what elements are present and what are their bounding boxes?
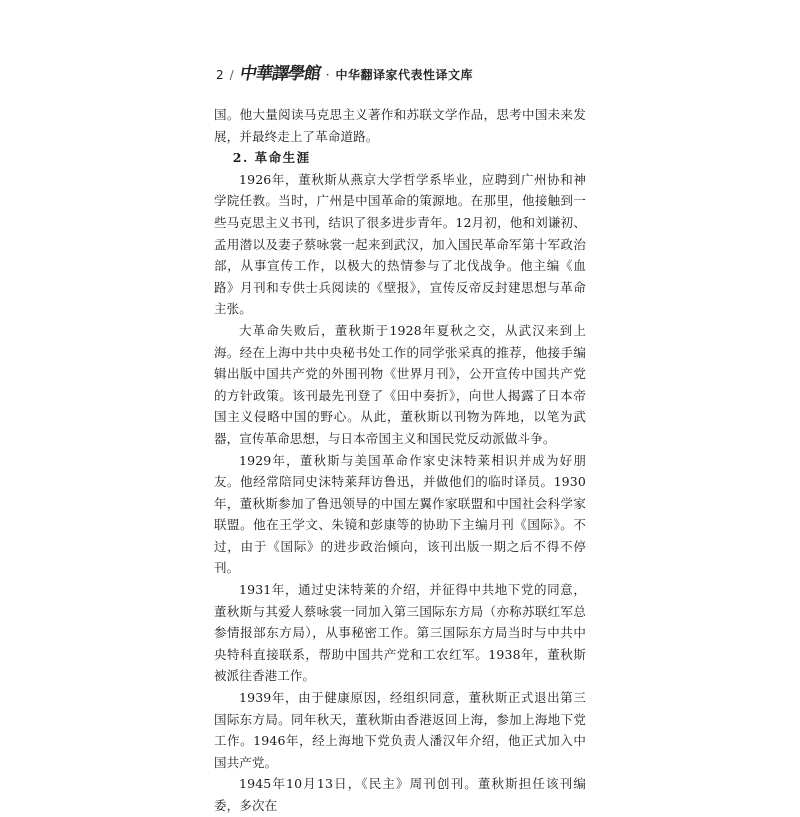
body-text [214,104,586,817]
publisher-logo: 中華譯學館 [237,64,322,84]
page-number: 2 [216,68,224,82]
paragraph: 1931年，通过史沫特莱的介绍，并征得中共地下党的同意，董秋斯与其爱人蔡咏裳一同加入第三国际东方局（亦称苏联红军总参情报部东方局），从事秘密工作。第三国际东方局当时与中共中央特科直接联系，帮助中国共产党和工农红军。1938年，董秋斯被派往香港工作。 [214,582,587,684]
section-heading: 2. 革命生涯 [232,150,311,166]
paragraph: 1929年，董秋斯与美国革命作家史沫特莱相识并成为好朋友。他经常陪同史沫特莱拜访鲁迅，并做他们的临时译员。1930年，董秋斯参加了鲁迅领导的中国左翼作家联盟和中国社会科学家联盟。他在王学文、朱镜和彭康等的协助下主编月刊《国际》。不过，由于《国际》的进步政治倾向，该刊出版一期之后不得不停刊。 [214,452,586,576]
paragraph: 1939年，由于健康原因，经组织同意，董秋斯正式退出第三国际东方局。同年秋天，董秋斯由香港返回上海，参加上海地下党工作。1946年，经上海地下党负责人潘汉年介绍，他正式加入中国共产党。 [214,690,586,770]
series-title: 中华翻译家代表性译文库 [335,68,474,82]
header-dot: · [325,68,330,82]
paragraph: 1945年10月13日，《民主》周刊创刊。董秋斯担任该刊编委，多次在 [214,776,586,813]
paragraph: 1926年，董秋斯从燕京大学哲学系毕业，应聘到广州协和神学院任教。当时，广州是中国革命的策源地。在那里，他接触到一些马克思主义书刊，结识了很多进步青年。12月初，他和刘谦初、孟用潜以及妻子蔡咏裳一起来到武汉，加入国民革命军第十军政治部，从事宣传工作，以极大的热情参与了北伐战争。他主编《血路》月刊和专供士兵阅读的《壁报》，宣传反帝反封建思想与革命主张。 [214,171,586,317]
running-header [216,64,473,85]
paragraph-continued: 国。他大量阅读马克思主义著作和苏联文学作品，思考中国未来发展，并最终走上了革命道路。 [214,107,586,144]
header-separator: / [229,68,234,82]
paragraph: 大革命失败后，董秋斯于1928年夏秋之交，从武汉来到上海。经在上海中共中央秘书处工作的同学张采真的推荐，他接手编辑出版中国共产党的外围刊物《世界月刊》，公开宣传中国共产党的方针政策。该刊最先刊登了《田中奏折》，向世人揭露了日本帝国主义侵略中国的野心。从此，董秋斯以刊物为阵地，以笔为武器，宣传革命思想，与日本帝国主义和国民党反动派做斗争。 [214,322,586,446]
